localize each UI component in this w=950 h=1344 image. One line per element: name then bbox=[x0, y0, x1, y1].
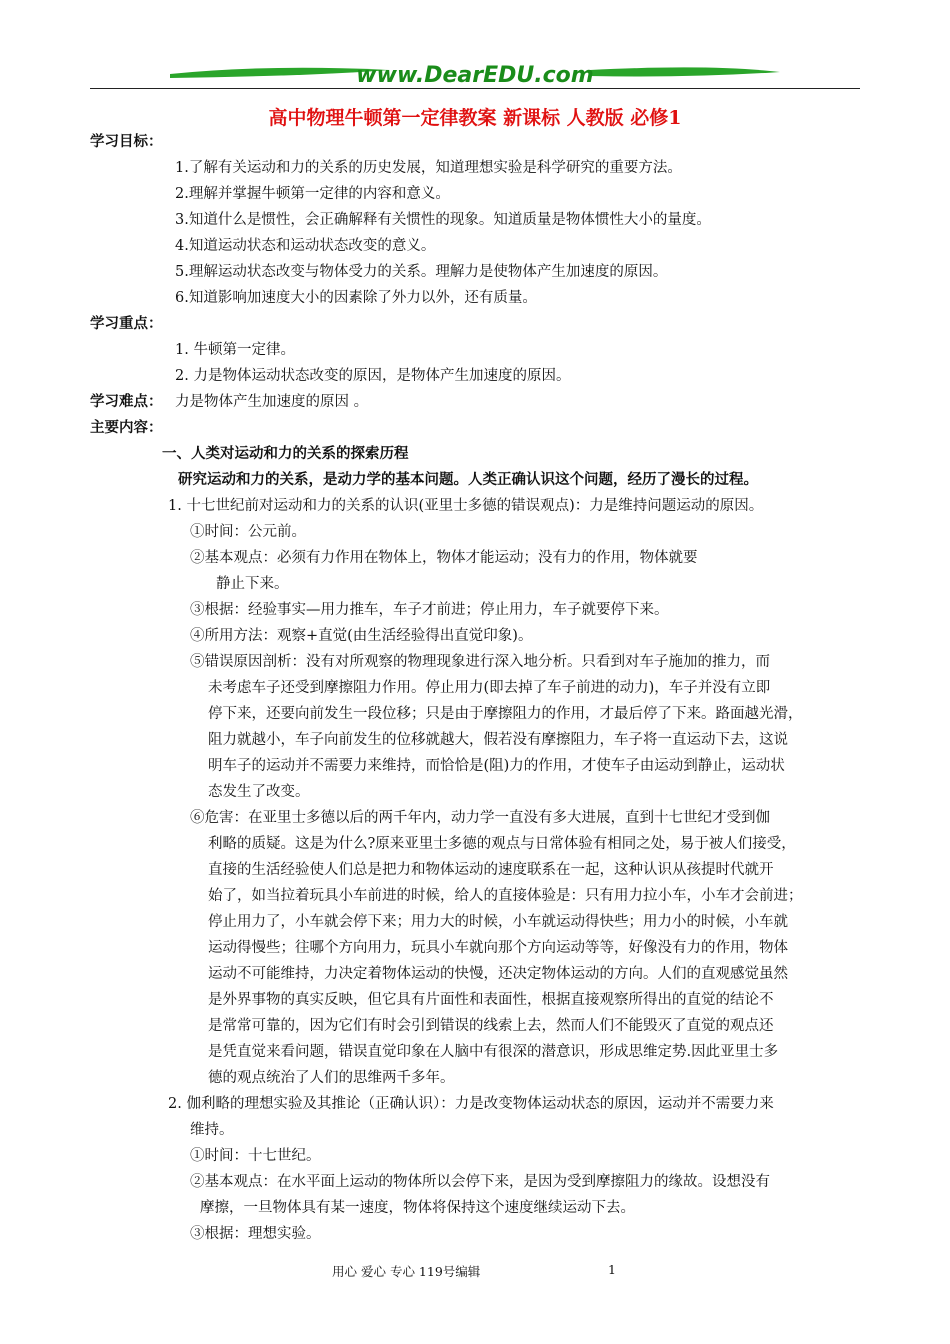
item2-view: ②基本观点：在水平面上运动的物体所以会停下来，是因为受到摩擦阻力的缘故。设想没有 bbox=[190, 1174, 770, 1190]
content-heading: 主要内容： bbox=[90, 420, 163, 436]
item1-time: ①时间：公元前。 bbox=[190, 524, 306, 540]
objective-item: 5.理解运动状态改变与物体受力的关系。理解力是使物体产生加速度的原因。 bbox=[175, 264, 668, 280]
item1-harm-line: 德的观点统治了人们的思维两千多年。 bbox=[208, 1070, 455, 1086]
objective-item: 1.了解有关运动和力的关系的历史发展，知道理想实验是科学研究的重要方法。 bbox=[175, 160, 682, 176]
keypoint-item: 2. 力是物体运动状态改变的原因，是物体产生加速度的原因。 bbox=[175, 368, 571, 384]
item1-harm-line: 是外界事物的真实反映，但它具有片面性和表面性，根据直接观察所得出的直觉的结论不 bbox=[208, 992, 774, 1008]
item1-harm-line: 停止用力了，小车就会停下来；用力大的时候，小车就运动得快些；用力小的时候，小车就 bbox=[208, 914, 788, 930]
item1-view: ②基本观点：必须有力作用在物体上，物体才能运动；没有力的作用，物体就要 bbox=[190, 550, 698, 566]
item1-harm-line: 是常常可靠的，因为它们有时会引到错误的线索上去，然而人们不能毁灭了直觉的观点还 bbox=[208, 1018, 774, 1034]
banner-site-text: www.DearEDU.com bbox=[356, 63, 594, 88]
item1-harm-line: 直接的生活经验使人们总是把力和物体运动的速度联系在一起，这种认识从孩提时代就开 bbox=[208, 862, 774, 878]
item2-heading: 维持。 bbox=[190, 1122, 234, 1138]
objective-item: 2.理解并掌握牛顿第一定律的内容和意义。 bbox=[175, 186, 450, 202]
item1-error-line: 态发生了改变。 bbox=[208, 784, 310, 800]
item2-heading: 2. 伽利略的理想实验及其推论（正确认识）：力是改变物体运动状态的原因，运动并不需要力来 bbox=[168, 1096, 774, 1112]
item1-basis: ③根据：经验事实—用力推车，车子才前进；停止用力，车子就要停下来。 bbox=[190, 602, 669, 618]
footer-text: 用心 爱心 专心 119号编辑 bbox=[332, 1264, 481, 1279]
item1-heading: 1. 十七世纪前对运动和力的关系的认识(亚里士多德的错误观点)：力是维持问题运动的原因。 bbox=[168, 498, 764, 514]
difficulty-heading: 学习难点： bbox=[90, 394, 163, 410]
item1-harm-line: ⑥危害：在亚里士多德以后的两千年内，动力学一直没有多大进展，直到十七世纪才受到伽 bbox=[190, 810, 770, 826]
item1-method: ④所用方法：观察+直觉(由生活经验得出直觉印象)。 bbox=[190, 628, 533, 644]
header-rule bbox=[90, 88, 860, 89]
item1-error-line: 停下来，还要向前发生一段位移；只是由于摩擦阻力的作用，才最后停了下来。路面越光滑， bbox=[208, 706, 803, 722]
item2-view: 摩擦，一旦物体具有某一速度，物体将保持这个速度继续运动下去。 bbox=[200, 1200, 635, 1216]
item1-view: 静止下来。 bbox=[216, 576, 289, 592]
item1-error-line: ⑤错误原因剖析：没有对所观察的物理现象进行深入地分析。只看到对车子施加的推力，而 bbox=[190, 654, 770, 670]
item2-time: ①时间：十七世纪。 bbox=[190, 1148, 321, 1164]
item2-basis: ③根据：理想实验。 bbox=[190, 1226, 321, 1242]
section-title: 一、人类对运动和力的关系的探索历程 bbox=[162, 446, 409, 462]
keypoints-heading: 学习重点： bbox=[90, 316, 163, 332]
item1-harm-line: 始了，如当拉着玩具小车前进的时候，给人的直接体验是：只有用力拉小车，小车才会前进； bbox=[208, 888, 803, 904]
difficulty-text: 力是物体产生加速度的原因 。 bbox=[175, 394, 369, 410]
item1-harm-line: 运动不可能维持，力决定着物体运动的快慢，还决定物体运动的方向。人们的直观感觉虽然 bbox=[208, 966, 788, 982]
item1-harm-line: 是凭直觉来看问题，错误直觉印象在人脑中有很深的潜意识，形成思维定势.因此亚里士多 bbox=[208, 1044, 779, 1060]
banner-swoosh-right bbox=[590, 67, 780, 76]
item1-harm-line: 利略的质疑。这是为什么?原来亚里士多德的观点与日常体验有相同之处，易于被人们接受， bbox=[208, 836, 796, 852]
page-number: 1 bbox=[608, 1262, 616, 1277]
keypoint-item: 1. 牛顿第一定律。 bbox=[175, 342, 295, 358]
item1-error-line: 明车子的运动并不需要力来维持，而恰恰是(阻)力的作用，才使车子由运动到静止，运动状 bbox=[208, 758, 785, 774]
item1-harm-line: 运动得慢些；往哪个方向用力，玩具小车就向那个方向运动等等，好像没有力的作用，物体 bbox=[208, 940, 788, 956]
objectives-heading: 学习目标： bbox=[90, 134, 163, 150]
document-title: 高中物理牛顿第一定律教案 新课标 人教版 必修1 bbox=[268, 107, 682, 129]
objective-item: 3.知道什么是惯性，会正确解释有关惯性的现象。知道质量是物体惯性大小的量度。 bbox=[175, 212, 711, 228]
objective-item: 6.知道影响加速度大小的因素除了外力以外，还有质量。 bbox=[175, 290, 537, 306]
item1-error-line: 未考虑车子还受到摩擦阻力作用。停止用力(即去掉了车子前进的动力)，车子并没有立即 bbox=[208, 680, 771, 696]
section-intro: 研究运动和力的关系，是动力学的基本问题。人类正确认识这个问题，经历了漫长的过程。 bbox=[178, 472, 758, 488]
item1-error-line: 阻力就越小，车子向前发生的位移就越大，假若没有摩擦阻力，车子将一直运动下去，这说 bbox=[208, 732, 788, 748]
site-banner-logo bbox=[90, 60, 860, 90]
objective-item: 4.知道运动状态和运动状态改变的意义。 bbox=[175, 238, 436, 254]
